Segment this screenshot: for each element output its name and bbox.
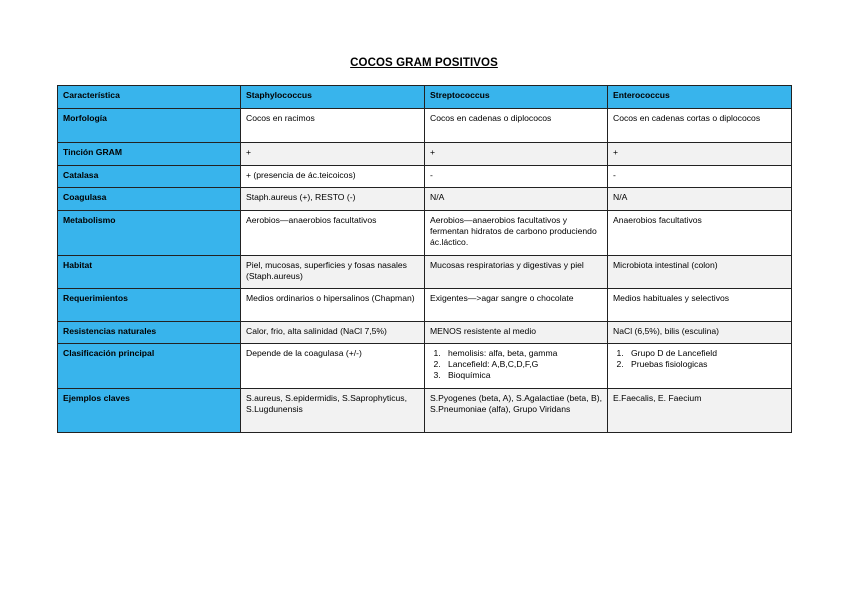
table-cell: MENOS resistente al medio xyxy=(425,322,608,344)
table-cell: - xyxy=(608,166,792,188)
table-cell: Anaerobios facultativos xyxy=(608,211,792,256)
table-cell: + xyxy=(608,143,792,166)
table-cell: + xyxy=(425,143,608,166)
table-row xyxy=(58,143,792,166)
table-cell: N/A xyxy=(608,188,792,211)
table-cell: N/A xyxy=(425,188,608,211)
table-row xyxy=(58,256,792,289)
table-row xyxy=(58,211,792,256)
table-cell: + xyxy=(241,143,425,166)
table-row xyxy=(58,289,792,322)
list-item: 3. Bioquímica xyxy=(443,370,602,381)
row-label: Clasificación principal xyxy=(58,344,241,389)
table-cell: Exigentes—>agar sangre o chocolate xyxy=(425,289,608,322)
header-caracteristica: Característica xyxy=(58,86,241,109)
list-item: 1. Grupo D de Lancefield xyxy=(626,348,786,359)
table-cell: Medios ordinarios o hipersalinos (Chapman) xyxy=(241,289,425,322)
document-title: COCOS GRAM POSITIVOS xyxy=(350,57,498,69)
table-cell: Aerobios—anaerobios facultativos y fermentan hidratos de carbono produciendo ác.láctico. xyxy=(425,211,608,256)
comparison-table xyxy=(57,85,792,433)
list-item: 2. Lancefield: A,B,C,D,F,G xyxy=(443,359,602,370)
row-label: Metabolismo xyxy=(58,211,241,256)
row-label: Habitat xyxy=(58,256,241,289)
classification-list-enterococcus xyxy=(613,348,786,370)
table-row xyxy=(58,188,792,211)
table-row xyxy=(58,389,792,433)
header-streptococcus: Streptococcus xyxy=(425,86,608,109)
row-label: Coagulasa xyxy=(58,188,241,211)
table-cell: NaCl (6,5%), bilis (esculina) xyxy=(608,322,792,344)
header-staphylococcus: Staphylococcus xyxy=(241,86,425,109)
list-item: 1. hemolisis: alfa, beta, gamma xyxy=(443,348,602,359)
row-label: Resistencias naturales xyxy=(58,322,241,344)
table-cell: Piel, mucosas, superficies y fosas nasales (Staph.aureus) xyxy=(241,256,425,289)
table-cell: Cocos en cadenas cortas o diplococos xyxy=(608,109,792,143)
table-cell: Depende de la coagulasa (+/-) xyxy=(241,344,425,389)
table-cell: Cocos en cadenas o diplococos xyxy=(425,109,608,143)
header-enterococcus: Enterococcus xyxy=(608,86,792,109)
row-label: Tinción GRAM xyxy=(58,143,241,166)
table-cell-classification-streptococcus xyxy=(425,344,608,389)
table-cell: Cocos en racimos xyxy=(241,109,425,143)
table-row xyxy=(58,109,792,143)
row-label: Ejemplos claves xyxy=(58,389,241,433)
row-label: Morfología xyxy=(58,109,241,143)
table-cell: S.aureus, S.epidermidis, S.Saprophyticus, S.Lugdunensis xyxy=(241,389,425,433)
table-cell: S.Pyogenes (beta, A), S.Agalactiae (beta, B), S.Pneumoniae (alfa), Grupo Viridans xyxy=(425,389,608,433)
table-cell: Microbiota intestinal (colon) xyxy=(608,256,792,289)
table-cell: Staph.aureus (+), RESTO (-) xyxy=(241,188,425,211)
row-label: Requerimientos xyxy=(58,289,241,322)
list-item: 2. Pruebas fisiologicas xyxy=(626,359,786,370)
classification-list-streptococcus xyxy=(430,348,602,381)
table-cell: Calor, frio, alta salinidad (NaCl 7,5%) xyxy=(241,322,425,344)
table-header-row xyxy=(58,86,792,109)
table-cell: + (presencia de ác.teicoicos) xyxy=(241,166,425,188)
table-row xyxy=(58,344,792,389)
table-cell: Aerobios—anaerobios facultativos xyxy=(241,211,425,256)
table-row xyxy=(58,166,792,188)
table-cell: Mucosas respiratorias y digestivas y piel xyxy=(425,256,608,289)
table-cell: - xyxy=(425,166,608,188)
table-cell-classification-enterococcus xyxy=(608,344,792,389)
table-row xyxy=(58,322,792,344)
table-cell: Medios habituales y selectivos xyxy=(608,289,792,322)
row-label: Catalasa xyxy=(58,166,241,188)
table-cell: E.Faecalis, E. Faecium xyxy=(608,389,792,433)
